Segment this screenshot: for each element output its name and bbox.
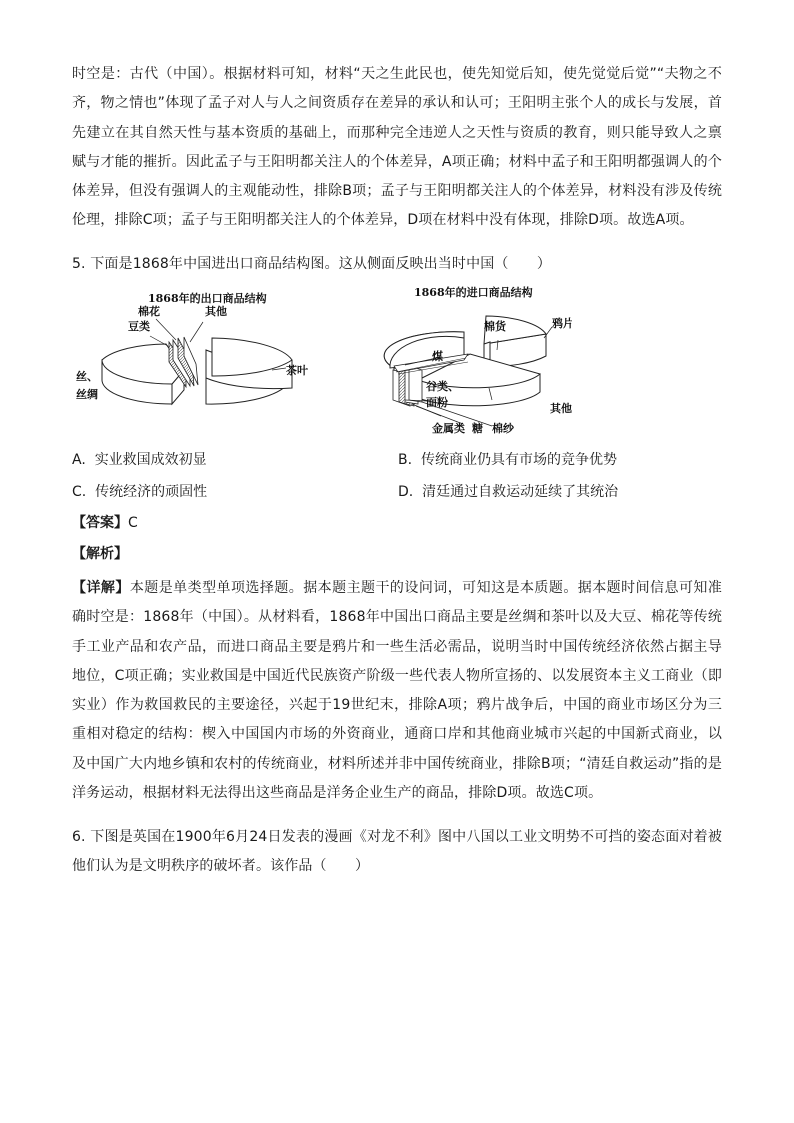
import-label-other: 其他 xyxy=(550,402,572,415)
q5-detail: 【详解】本题是单类型单项选择题。据本题主题干的设问词，可知这是本质题。据本题时间信息可知准确时空是：1868年（中国）。从材料看，1868年中国出口商品主要是丝绸和茶叶以及大豆、棉花等传统手工业产品和农产品，而进口商品主要是鸦片和一些生活必需品，说明当时中国传统经济依然占据主导地位，C项正确；实业救国是中国近代民族资产阶级一些代表人物所宣扬的、以发展资本主义工商业（即实业）作为救国救民的主要途径，兴起于19世纪末，排除A项；鸦片战争后，中国的商业市场区分为三重相对稳定的结构：楔入中国国内市场的外资商业，通商口岸和其他商业城市兴起的中国新式商业，以及中国广大内地乡镇和农村的传统商业，材料所述并非中国传统商业，排除B项；“清廷自救运动”指的是洋务运动，根据材料无法得出这些商品是洋务企业生产的商品，排除D项。故选C项。 xyxy=(72,580,722,802)
export-label-silk-2: 丝绸 xyxy=(76,388,98,401)
trade-structure-charts xyxy=(72,282,572,447)
q5-option-b: B. 传统商业仍具有市场的竞争优势 xyxy=(398,452,617,468)
export-label-silk: 丝、 xyxy=(76,370,98,383)
import-label-metals: 金属类 xyxy=(432,422,465,435)
export-chart-title: 1868年的出口商品结构 xyxy=(148,292,267,305)
export-label-cotton: 棉花 xyxy=(138,305,160,318)
import-label-grain: 谷类、 xyxy=(426,380,459,393)
export-label-tea: 茶叶 xyxy=(286,364,308,377)
q6-stem: 6. 下图是英国在1900年6月24日发表的漫画《对龙不利》图中八国以工业文明势不可挡的姿态面对着被他们认为是文明秩序的破坏者。该作品（ ） xyxy=(72,829,722,875)
q5-figure xyxy=(72,282,572,447)
export-label-other: 其他 xyxy=(205,305,227,318)
q4-analysis-paragraph: 时空是：古代（中国）。根据材料可知，材料“天之生此民也，使先知觉后知，使先觉觉后觉”“夫物之不齐，物之情也”体现了孟子对人与人之间资质存在差异的承认和认可；王阳明主张个人的成长与发展，首先建立在其自然天性与基本资质的基础上，而那种完全违逆人之天性与资质的教育，则只能导致人之禀赋与才能的摧折。因此孟子与王阳明都关注人的个体差异，A项正确；材料中孟子和王阳明都强调人的个体差异，但没有强调人的主观能动性，排除B项；孟子与王阳明都关注人的个体差异，材料没有涉及传统伦理，排除C项；孟子与王阳明都关注人的个体差异，D项在材料中没有体现，排除D项。故选A项。 xyxy=(72,66,722,229)
import-label-cotton-yarn: 棉纱 xyxy=(492,422,514,435)
import-label-grain-2: 面粉 xyxy=(426,396,448,409)
q5-option-c: C. 传统经济的顽固性 xyxy=(72,484,208,500)
import-label-coal: 煤 xyxy=(432,350,443,363)
import-label-cotton-goods: 棉货 xyxy=(484,320,506,333)
import-chart-title: 1868年的进口商品结构 xyxy=(414,286,533,299)
export-slice-tea xyxy=(206,338,292,404)
import-label-opium: 鸦片 xyxy=(552,317,572,330)
import-label-sugar: 糖 xyxy=(472,422,483,435)
export-label-soybeans: 豆类 xyxy=(128,320,150,333)
q5-analysis-label: 【解析】 xyxy=(72,546,128,562)
q5-option-d: D. 清廷通过自救运动延续了其统治 xyxy=(398,484,619,500)
q5-answer: 【答案】C xyxy=(72,515,138,531)
q5-stem: 5. 下面是1868年中国进出口商品结构图。这从侧面反映出当时中国（ ） xyxy=(72,256,551,272)
q5-option-a: A. 实业救国成效初显 xyxy=(72,452,207,468)
